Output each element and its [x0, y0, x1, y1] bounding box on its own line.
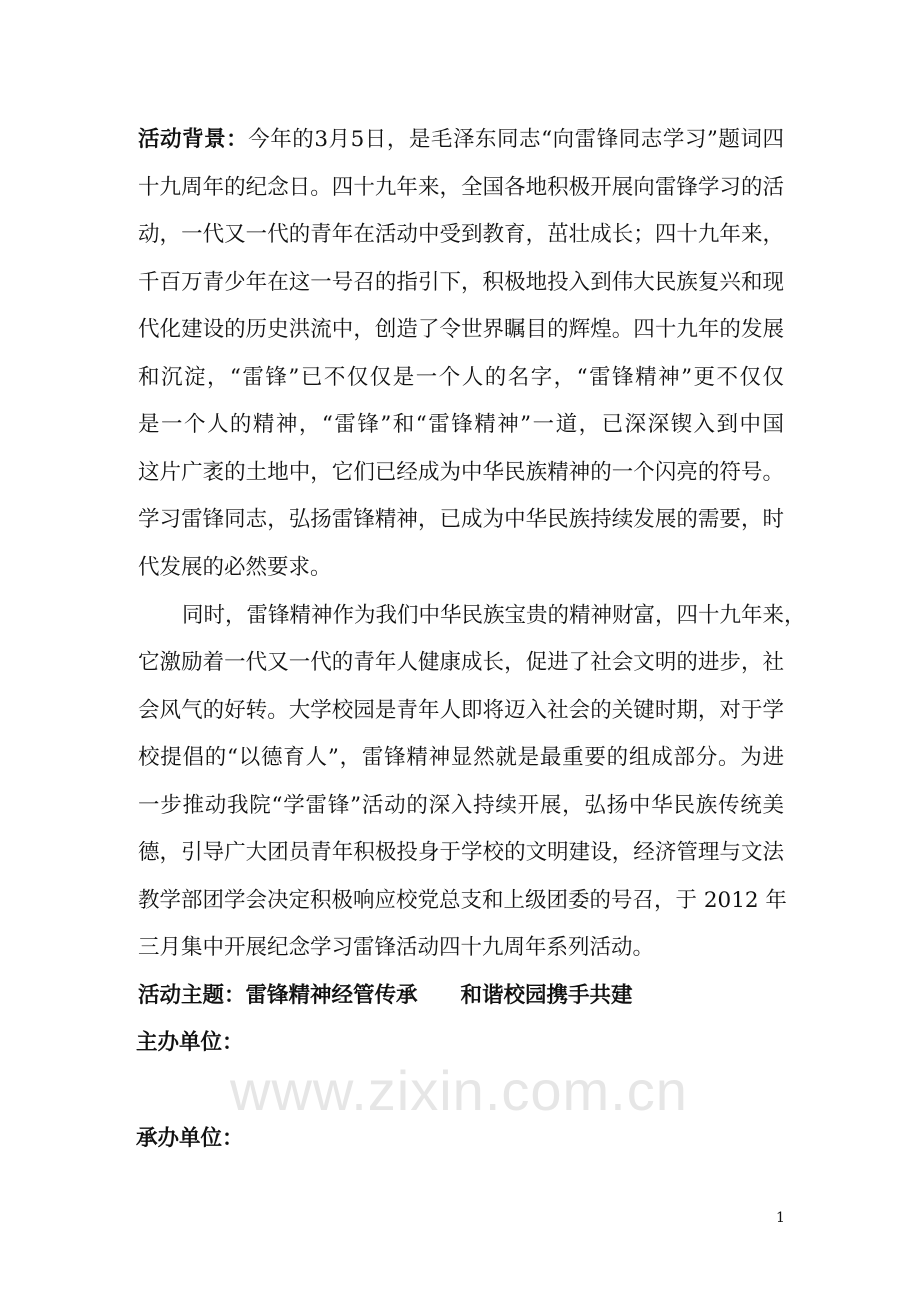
paragraph-line: 它激励着一代又一代的青年人健康成长，促进了社会文明的进步，社 — [138, 650, 784, 675]
page-number: 1 — [776, 1210, 785, 1226]
paragraph-line: 会风气的好转。大学校园是青年人即将迈入社会的关键时期，对于学 — [138, 698, 784, 723]
activity-theme: 活动主题：雷锋精神经管传承 和谐校园携手共建 — [138, 983, 633, 1008]
paragraph-line: 一步推动我院“学雷锋”活动的深入持续开展，弘扬中华民族传统美 — [138, 793, 784, 818]
paragraph-line: 教学部团学会决定积极响应校党总支和上级团委的号召，于 2012 年 — [138, 888, 787, 913]
paragraph-line: 校提倡的“以德育人”，雷锋精神显然就是最重要的组成部分。为进 — [138, 745, 784, 770]
paragraph-line: 和沉淀，“雷锋”已不仅仅是一个人的名字，“雷锋精神”更不仅仅 — [138, 365, 784, 390]
paragraph-line: 德，引导广大团员青年积极投身于学校的文明建设，经济管理与文法 — [138, 840, 784, 865]
paragraph-line: 这片广袤的土地中，它们已经成为中华民族精神的一个闪亮的符号。 — [138, 460, 784, 485]
paragraph-line: 动，一代又一代的青年在活动中受到教育，茁壮成长；四十九年来， — [138, 222, 784, 247]
paragraph-line: 学习雷锋同志，弘扬雷锋精神，已成为中华民族持续发展的需要，时 — [138, 507, 784, 532]
paragraph-line: 千百万青少年在这一号召的指引下，积极地投入到伟大民族复兴和现 — [138, 270, 784, 295]
paragraph-line: 代发展的必然要求。 — [138, 555, 332, 580]
paragraph-line: 十九周年的纪念日。四十九年来，全国各地积极开展向雷锋学习的活 — [138, 175, 784, 200]
background-first-line: 今年的3月5日，是毛泽东同志“向雷锋同志学习”题词四 — [248, 127, 784, 152]
undertaker-label: 承办单位： — [136, 1126, 244, 1151]
organizer-label: 主办单位： — [136, 1030, 244, 1055]
paragraph-background-line — [138, 126, 784, 154]
paragraph-line: 三月集中开展纪念学习雷锋活动四十九周年系列活动。 — [138, 935, 655, 960]
paragraph-line: 代化建设的历史洪流中，创造了令世界瞩目的辉煌。四十九年的发展 — [138, 317, 784, 342]
background-label: 活动背景： — [138, 127, 249, 152]
watermark: www.zixin.com.cn — [230, 1059, 688, 1122]
paragraph-line: 同时，雷锋精神作为我们中华民族宝贵的精神财富，四十九年来， — [182, 603, 806, 628]
paragraph-line: 是一个人的精神，“雷锋”和“雷锋精神”一道，已深深锲入到中国 — [138, 412, 784, 437]
